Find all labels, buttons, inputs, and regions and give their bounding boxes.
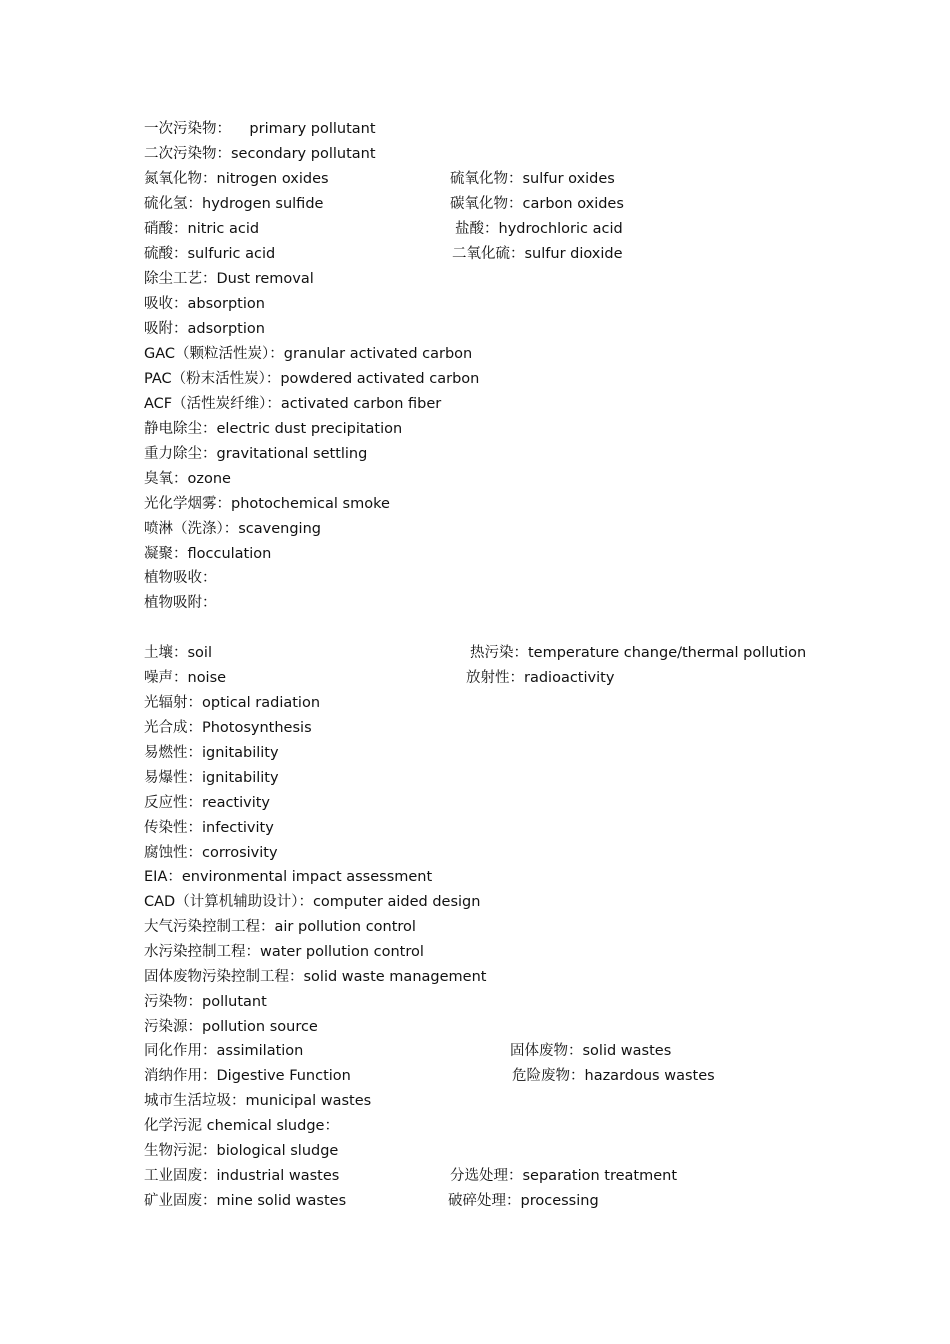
- glossary-line-right: 硫氧化物：sulfur oxides: [450, 171, 615, 187]
- glossary-line-right: 二氧化硫：sulfur dioxide: [452, 246, 623, 262]
- glossary-line: 植物吸附：: [144, 595, 217, 611]
- glossary-line: 土壤：soil: [144, 645, 212, 661]
- glossary-line: ACF（活性炭纤维）：activated carbon fiber: [144, 396, 442, 412]
- glossary-line: PAC（粉末活性炭）：powdered activated carbon: [144, 371, 480, 387]
- glossary-line: 污染源：pollution source: [144, 1019, 318, 1035]
- glossary-line: 吸收：absorption: [144, 296, 265, 312]
- glossary-line: 固体废物污染控制工程：solid waste management: [144, 969, 487, 985]
- glossary-line-right: 放射性：radioactivity: [466, 670, 615, 686]
- glossary-line: 二次污染物：secondary pollutant: [144, 146, 376, 162]
- glossary-line: 除尘工艺：Dust removal: [144, 271, 314, 287]
- glossary-line: 硫酸：sulfuric acid: [144, 246, 276, 262]
- glossary-line: 矿业固废：mine solid wastes: [144, 1193, 347, 1209]
- glossary-line: 植物吸收：: [144, 570, 217, 586]
- glossary-line: 大气污染控制工程：air pollution control: [144, 919, 416, 935]
- glossary-line: 消纳作用：Digestive Function: [144, 1068, 351, 1084]
- glossary-line: CAD（计算机辅助设计）：computer aided design: [144, 894, 481, 910]
- glossary-line-right: 碳氧化物：carbon oxides: [450, 196, 624, 212]
- glossary-line: 化学污泥 chemical sludge：: [144, 1118, 339, 1134]
- glossary-line: 硫化氢：hydrogen sulfide: [144, 196, 324, 212]
- glossary-line: 喷淋（洗涤）：scavenging: [144, 521, 321, 537]
- glossary-line: 易燃性：ignitability: [144, 745, 279, 761]
- glossary-line: 生物污泥：biological sludge: [144, 1143, 339, 1159]
- glossary-line-right: 热污染：temperature change/thermal pollution: [470, 645, 807, 661]
- glossary-line-right: 分选处理：separation treatment: [450, 1168, 678, 1184]
- glossary-line: 重力除尘：gravitational settling: [144, 446, 368, 462]
- glossary-line: 硝酸：nitric acid: [144, 221, 260, 237]
- glossary-line-right: 危险废物：hazardous wastes: [512, 1068, 715, 1084]
- glossary-line: 同化作用：assimilation: [144, 1043, 304, 1059]
- glossary-line: 污染物：pollutant: [144, 994, 267, 1010]
- glossary-line: 易爆性：ignitability: [144, 770, 279, 786]
- glossary-line: EIA：environmental impact assessment: [144, 869, 433, 885]
- glossary-line: 氮氧化物：nitrogen oxides: [144, 171, 329, 187]
- glossary-line: 光化学烟雾：photochemical smoke: [144, 496, 390, 512]
- glossary-line: 臭氧：ozone: [144, 471, 231, 487]
- glossary-line-right: 固体废物：solid wastes: [510, 1043, 672, 1059]
- glossary-line: 一次污染物： primary pollutant: [144, 121, 376, 137]
- glossary-line: 城市生活垃圾：municipal wastes: [144, 1093, 372, 1109]
- glossary-line-right: 盐酸：hydrochloric acid: [455, 221, 623, 237]
- glossary-line: 水污染控制工程：water pollution control: [144, 944, 424, 960]
- glossary-line: 凝聚：flocculation: [144, 546, 272, 562]
- glossary-line: 光合成：Photosynthesis: [144, 720, 312, 736]
- glossary-line: 吸附：adsorption: [144, 321, 265, 337]
- glossary-line: 光辐射：optical radiation: [144, 695, 321, 711]
- glossary-line: 传染性：infectivity: [144, 820, 274, 836]
- glossary-line: 腐蚀性：corrosivity: [144, 845, 278, 861]
- glossary-line: 工业固废：industrial wastes: [144, 1168, 340, 1184]
- glossary-line: 噪声：noise: [144, 670, 227, 686]
- glossary-line: GAC（颗粒活性炭）：granular activated carbon: [144, 346, 473, 362]
- glossary-line: 反应性：reactivity: [144, 795, 271, 811]
- glossary-line: 静电除尘：electric dust precipitation: [144, 421, 403, 437]
- glossary-line-right: 破碎处理：processing: [448, 1193, 599, 1209]
